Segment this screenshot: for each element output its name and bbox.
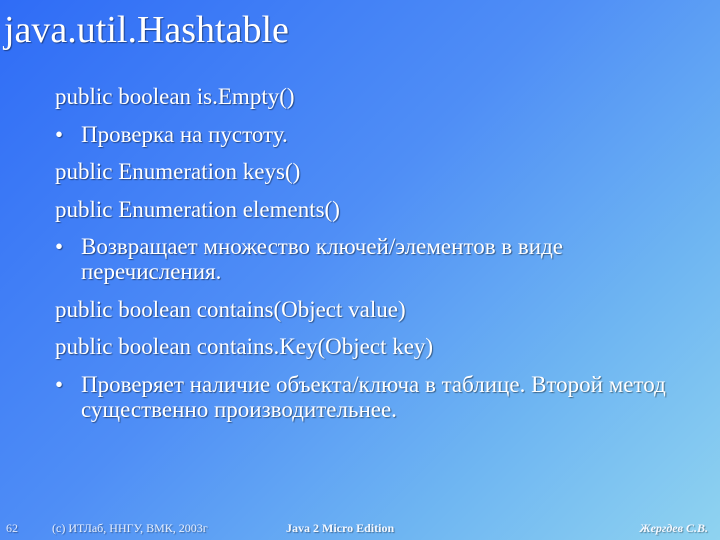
bullet-mark: • [55,234,64,259]
bullet-contains-desc [55,372,705,422]
footer-author: Жергдев С.В. [639,521,708,535]
method-isempty: public boolean is.Empty() [55,84,295,109]
bullet-text: Проверяет наличие объекта/ключа в таблице. Второй метод существенно производительнее. [81,371,666,422]
slide-content [55,84,705,434]
slide-title: java.util.Hashtable [4,9,289,51]
method-containskey: public boolean contains.Key(Object key) [55,334,434,359]
bullet-enumeration-desc [55,234,705,284]
bullet-text: Возвращает множество ключей/элементов в виде перечисления. [81,234,563,284]
bullet-text: Проверка на пустоту. [81,121,288,147]
footer-copyright: (c) ИТЛаб, ННГУ, ВМК, 2003г [52,521,208,535]
bullet-mark: • [55,121,64,147]
page-number: 62 [6,521,18,535]
bullet-mark: • [55,371,64,397]
method-contains: public boolean contains(Object value) [55,296,406,322]
method-keys: public Enumeration keys() [55,159,301,184]
bullet-isempty-desc [55,122,705,147]
footer-course-title: Java 2 Micro Edition [286,521,395,535]
method-elements: public Enumeration elements() [55,196,340,222]
